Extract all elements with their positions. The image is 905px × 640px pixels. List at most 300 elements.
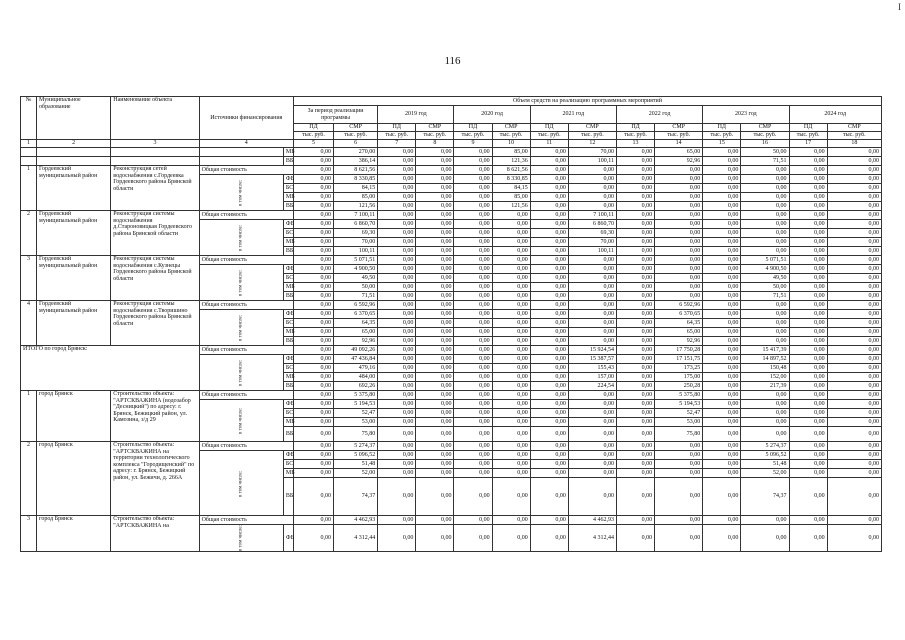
unit-label: тыс. руб. <box>378 132 416 140</box>
column-number: 13 <box>616 140 654 148</box>
value-cell: 0,00 <box>293 310 333 319</box>
value-cell: 0,00 <box>789 460 827 469</box>
value-cell: 0,00 <box>492 355 530 364</box>
value-cell: 52,00 <box>334 469 378 478</box>
value-cell: 0,00 <box>703 247 741 256</box>
value-cell: 0,00 <box>378 211 416 220</box>
value-cell: 0,00 <box>492 516 530 525</box>
value-cell: 0,00 <box>293 525 333 552</box>
value-cell: 0,00 <box>741 247 789 256</box>
value-cell: 0,00 <box>703 184 741 193</box>
value-cell: 70,00 <box>334 238 378 247</box>
value-cell: 0,00 <box>568 460 616 469</box>
value-cell: 0,00 <box>827 516 881 525</box>
value-cell: 0,00 <box>293 283 333 292</box>
value-cell: 0,00 <box>378 265 416 274</box>
value-cell: 0,00 <box>789 346 827 355</box>
value-cell: 5 194,53 <box>334 400 378 409</box>
value-cell: 0,00 <box>492 460 530 469</box>
value-cell: 0,00 <box>454 355 492 364</box>
value-cell: 0,00 <box>789 229 827 238</box>
value-cell: 0,00 <box>492 337 530 346</box>
value-cell: 0,00 <box>492 319 530 328</box>
value-cell: 0,00 <box>378 229 416 238</box>
value-cell: 0,00 <box>703 220 741 229</box>
value-cell: 0,00 <box>454 478 492 516</box>
value-cell: 0,00 <box>616 193 654 202</box>
value-cell: 0,00 <box>530 256 568 265</box>
value-cell: 0,00 <box>378 310 416 319</box>
value-cell: 0,00 <box>827 427 881 442</box>
value-cell: 0,00 <box>655 516 703 525</box>
value-cell: 0,00 <box>741 220 789 229</box>
value-cell: 0,00 <box>741 166 789 175</box>
value-cell: 0,00 <box>655 184 703 193</box>
value-cell: 71,51 <box>741 157 789 166</box>
value-cell: 0,00 <box>616 229 654 238</box>
value-cell: 0,00 <box>492 382 530 391</box>
value-cell: 51,48 <box>334 460 378 469</box>
value-cell: 4 462,93 <box>568 516 616 525</box>
value-cell: 0,00 <box>827 292 881 301</box>
value-cell: 0,00 <box>454 193 492 202</box>
value-cell: 175,00 <box>655 373 703 382</box>
value-cell: 0,00 <box>530 364 568 373</box>
source-name: ФБ <box>283 451 293 460</box>
object-name: Реконструкция системы водоснабжения с.Творишино Гордеевского района Брянской области <box>111 301 199 346</box>
source-name: БС <box>283 184 293 193</box>
value-cell: 51,48 <box>741 460 789 469</box>
value-cell: 0,00 <box>616 373 654 382</box>
value-cell: 0,00 <box>293 382 333 391</box>
value-cell: 84,15 <box>492 184 530 193</box>
value-cell: 0,00 <box>827 373 881 382</box>
value-cell: 155,43 <box>568 364 616 373</box>
value-cell: 0,00 <box>616 166 654 175</box>
source-name: ФБ <box>283 400 293 409</box>
column-number: 2 <box>37 140 111 148</box>
value-cell: 0,00 <box>293 478 333 516</box>
value-cell: 152,00 <box>741 373 789 382</box>
value-cell: 71,51 <box>334 292 378 301</box>
value-cell: 0,00 <box>454 274 492 283</box>
value-cell: 0,00 <box>454 427 492 442</box>
table-row <box>21 391 882 400</box>
object-name: Реконструкция системы водоснабжения д.Староновицкая Гордеевского района Брянской области <box>111 211 199 256</box>
value-cell: 100,11 <box>334 247 378 256</box>
value-cell: 0,00 <box>530 157 568 166</box>
source-name: ФБ <box>283 175 293 184</box>
value-cell: 121,56 <box>334 202 378 211</box>
value-cell: 0,00 <box>530 175 568 184</box>
value-cell: 0,00 <box>703 364 741 373</box>
value-cell: 0,00 <box>789 256 827 265</box>
value-cell: 0,00 <box>454 148 492 157</box>
pd-header: ПД <box>530 124 568 132</box>
source-name: Общая стоимость <box>199 301 293 310</box>
source-name: Общая стоимость <box>199 391 293 400</box>
value-cell: 0,00 <box>703 265 741 274</box>
unit-label: тыс. руб. <box>655 132 703 140</box>
value-cell: 0,00 <box>827 238 881 247</box>
value-cell: 0,00 <box>703 478 741 516</box>
value-cell: 0,00 <box>378 525 416 552</box>
value-cell: 0,00 <box>416 442 454 451</box>
value-cell: 65,00 <box>655 148 703 157</box>
value-cell: 5 375,80 <box>655 391 703 400</box>
value-cell: 0,00 <box>568 328 616 337</box>
value-cell: 0,00 <box>616 442 654 451</box>
value-cell: 0,00 <box>568 391 616 400</box>
value-cell: 0,00 <box>789 220 827 229</box>
value-cell: 0,00 <box>530 274 568 283</box>
value-cell: 5 274,37 <box>334 442 378 451</box>
value-cell: 0,00 <box>530 184 568 193</box>
value-cell: 0,00 <box>568 292 616 301</box>
value-cell: 0,00 <box>568 478 616 516</box>
value-cell: 0,00 <box>703 525 741 552</box>
value-cell: 0,00 <box>378 148 416 157</box>
value-cell: 0,00 <box>655 238 703 247</box>
value-cell: 0,00 <box>293 346 333 355</box>
value-cell: 0,00 <box>378 283 416 292</box>
source-name: МБ <box>283 283 293 292</box>
value-cell: 0,00 <box>789 355 827 364</box>
source-name: БС <box>283 409 293 418</box>
value-cell: 0,00 <box>530 337 568 346</box>
value-cell: 0,00 <box>530 355 568 364</box>
value-cell: 0,00 <box>530 451 568 460</box>
value-cell: 0,00 <box>655 211 703 220</box>
value-cell: 157,00 <box>568 373 616 382</box>
value-cell: 0,00 <box>827 283 881 292</box>
unit-label: тыс. руб. <box>530 132 568 140</box>
value-cell: 0,00 <box>530 400 568 409</box>
value-cell: 0,00 <box>827 148 881 157</box>
source-name: ВБ <box>283 337 293 346</box>
value-cell: 0,00 <box>616 409 654 418</box>
value-cell: 0,00 <box>741 229 789 238</box>
value-cell: 0,00 <box>492 283 530 292</box>
value-cell: 52,47 <box>334 409 378 418</box>
value-cell: 0,00 <box>616 184 654 193</box>
value-cell: 0,00 <box>827 460 881 469</box>
value-cell: 0,00 <box>616 265 654 274</box>
municipality-name: Гордеевский муниципальный район <box>37 256 111 301</box>
source-name: БС <box>283 274 293 283</box>
period-header: 2023 год <box>703 106 789 124</box>
value-cell: 0,00 <box>378 451 416 460</box>
value-cell: 5 194,53 <box>655 400 703 409</box>
value-cell: 0,00 <box>454 418 492 427</box>
value-cell: 0,00 <box>827 319 881 328</box>
value-cell: 0,00 <box>655 247 703 256</box>
value-cell: 0,00 <box>454 346 492 355</box>
source-name: ФБ <box>283 310 293 319</box>
municipality-name: Гордеевский муниципальный район <box>37 166 111 211</box>
value-cell: 0,00 <box>827 451 881 460</box>
value-cell: 49 092,26 <box>334 346 378 355</box>
value-cell: 15 387,57 <box>568 355 616 364</box>
value-cell: 0,00 <box>703 427 741 442</box>
value-cell: 85,00 <box>334 193 378 202</box>
municipality-name: Гордеевский муниципальный район <box>37 301 111 346</box>
value-cell: 74,37 <box>334 478 378 516</box>
value-cell: 121,56 <box>492 202 530 211</box>
value-cell: 0,00 <box>568 319 616 328</box>
value-cell: 0,00 <box>616 247 654 256</box>
value-cell: 0,00 <box>568 274 616 283</box>
value-cell: 0,00 <box>416 292 454 301</box>
value-cell: 0,00 <box>416 525 454 552</box>
value-cell: 0,00 <box>655 166 703 175</box>
value-cell: 0,00 <box>827 409 881 418</box>
vertical-label: в том числе: <box>199 355 283 391</box>
value-cell: 0,00 <box>416 337 454 346</box>
value-cell: 0,00 <box>530 346 568 355</box>
value-cell: 0,00 <box>454 175 492 184</box>
value-cell: 0,00 <box>655 229 703 238</box>
row-number: 1 <box>21 391 37 442</box>
value-cell: 0,00 <box>530 516 568 525</box>
value-cell: 0,00 <box>378 409 416 418</box>
value-cell: 0,00 <box>568 442 616 451</box>
value-cell: 0,00 <box>703 460 741 469</box>
table-body <box>21 148 882 552</box>
value-cell: 0,00 <box>827 346 881 355</box>
value-cell: 0,00 <box>789 166 827 175</box>
value-cell: 0,00 <box>789 337 827 346</box>
value-cell: 0,00 <box>568 469 616 478</box>
value-cell: 0,00 <box>454 166 492 175</box>
column-number: 11 <box>530 140 568 148</box>
value-cell: 0,00 <box>530 220 568 229</box>
value-cell: 0,00 <box>378 373 416 382</box>
value-cell: 0,00 <box>454 382 492 391</box>
smr-header: СМР <box>827 124 881 132</box>
empty-cell <box>21 148 37 157</box>
table-row <box>21 256 882 265</box>
value-cell: 0,00 <box>454 516 492 525</box>
value-cell: 0,00 <box>655 451 703 460</box>
value-cell: 0,00 <box>655 442 703 451</box>
municipality-name: Гордеевский муниципальный район <box>37 211 111 256</box>
value-cell: 0,00 <box>789 148 827 157</box>
value-cell: 0,00 <box>827 220 881 229</box>
value-cell: 0,00 <box>616 451 654 460</box>
value-cell: 0,00 <box>703 229 741 238</box>
value-cell: 0,00 <box>293 391 333 400</box>
edge-mark: I <box>898 2 901 12</box>
source-name: ФБ <box>283 265 293 274</box>
value-cell: 0,00 <box>789 238 827 247</box>
value-cell: 0,00 <box>416 355 454 364</box>
value-cell: 92,96 <box>655 157 703 166</box>
value-cell: 0,00 <box>616 292 654 301</box>
column-number: 17 <box>789 140 827 148</box>
value-cell: 0,00 <box>616 427 654 442</box>
pd-header: ПД <box>789 124 827 132</box>
value-cell: 0,00 <box>293 442 333 451</box>
value-cell: 0,00 <box>655 460 703 469</box>
value-cell: 0,00 <box>454 238 492 247</box>
value-cell: 0,00 <box>293 274 333 283</box>
value-cell: 0,00 <box>616 301 654 310</box>
value-cell: 0,00 <box>789 382 827 391</box>
col-object-header: Наименование объекта <box>111 97 199 140</box>
unit-label: тыс. руб. <box>492 132 530 140</box>
value-cell: 0,00 <box>703 337 741 346</box>
value-cell: 0,00 <box>827 265 881 274</box>
value-cell: 0,00 <box>789 516 827 525</box>
value-cell: 4 900,50 <box>334 265 378 274</box>
source-name: БС <box>283 364 293 373</box>
value-cell: 0,00 <box>530 211 568 220</box>
value-cell: 0,00 <box>616 256 654 265</box>
value-cell: 0,00 <box>293 400 333 409</box>
source-name: Общая стоимость <box>199 256 293 265</box>
table-row <box>21 166 882 175</box>
value-cell: 0,00 <box>378 301 416 310</box>
value-cell: 84,15 <box>334 184 378 193</box>
value-cell: 0,00 <box>416 382 454 391</box>
source-name: ВБ <box>283 478 293 516</box>
value-cell: 8 330,85 <box>492 175 530 184</box>
value-cell: 0,00 <box>789 283 827 292</box>
value-cell: 0,00 <box>827 211 881 220</box>
value-cell: 0,00 <box>378 166 416 175</box>
value-cell: 0,00 <box>378 391 416 400</box>
value-cell: 0,00 <box>416 148 454 157</box>
value-cell: 0,00 <box>378 328 416 337</box>
value-cell: 0,00 <box>530 373 568 382</box>
value-cell: 52,47 <box>655 409 703 418</box>
value-cell: 0,00 <box>616 220 654 229</box>
value-cell: 0,00 <box>703 409 741 418</box>
pd-header: ПД <box>703 124 741 132</box>
value-cell: 0,00 <box>789 442 827 451</box>
value-cell: 0,00 <box>789 373 827 382</box>
vertical-label: в том числе: <box>199 451 283 516</box>
value-cell: 14 897,52 <box>741 355 789 364</box>
value-cell: 6 860,70 <box>568 220 616 229</box>
value-cell: 0,00 <box>741 202 789 211</box>
value-cell: 0,00 <box>416 256 454 265</box>
value-cell: 0,00 <box>655 525 703 552</box>
vertical-label: в том числе: <box>199 265 283 301</box>
value-cell: 0,00 <box>293 193 333 202</box>
value-cell: 0,00 <box>416 478 454 516</box>
unit-label: тыс. руб. <box>741 132 789 140</box>
value-cell: 17 750,28 <box>655 346 703 355</box>
value-cell: 0,00 <box>789 265 827 274</box>
value-cell: 0,00 <box>568 256 616 265</box>
source-name: МБ <box>283 469 293 478</box>
value-cell: 0,00 <box>416 211 454 220</box>
value-cell: 0,00 <box>741 516 789 525</box>
value-cell: 173,25 <box>655 364 703 373</box>
value-cell: 0,00 <box>703 469 741 478</box>
value-cell: 0,00 <box>789 409 827 418</box>
unit-label: тыс. руб. <box>293 132 333 140</box>
value-cell: 0,00 <box>492 229 530 238</box>
unit-label: тыс. руб. <box>789 132 827 140</box>
value-cell: 0,00 <box>454 265 492 274</box>
value-cell: 0,00 <box>827 382 881 391</box>
value-cell: 0,00 <box>293 418 333 427</box>
value-cell: 0,00 <box>616 516 654 525</box>
value-cell: 0,00 <box>454 292 492 301</box>
value-cell: 74,37 <box>741 478 789 516</box>
value-cell: 0,00 <box>789 525 827 552</box>
value-cell: 6 370,65 <box>334 310 378 319</box>
value-cell: 0,00 <box>492 238 530 247</box>
value-cell: 0,00 <box>416 328 454 337</box>
value-cell: 0,00 <box>827 337 881 346</box>
table-row <box>21 157 882 166</box>
value-cell: 0,00 <box>378 193 416 202</box>
value-cell: 0,00 <box>789 469 827 478</box>
value-cell: 0,00 <box>616 337 654 346</box>
value-cell: 65,00 <box>334 328 378 337</box>
column-number: 6 <box>334 140 378 148</box>
value-cell: 0,00 <box>492 265 530 274</box>
value-cell: 250,28 <box>655 382 703 391</box>
table-row <box>21 301 882 310</box>
value-cell: 5 274,37 <box>741 442 789 451</box>
value-cell: 52,00 <box>741 469 789 478</box>
empty-cell <box>37 157 111 166</box>
value-cell: 0,00 <box>827 274 881 283</box>
value-cell: 0,00 <box>616 274 654 283</box>
value-cell: 0,00 <box>492 469 530 478</box>
source-name: Общая стоимость <box>199 346 293 355</box>
value-cell: 0,00 <box>827 442 881 451</box>
value-cell: 0,00 <box>293 469 333 478</box>
value-cell: 0,00 <box>378 427 416 442</box>
column-number: 10 <box>492 140 530 148</box>
value-cell: 0,00 <box>741 427 789 442</box>
value-cell: 0,00 <box>741 184 789 193</box>
value-cell: 0,00 <box>293 328 333 337</box>
value-cell: 386,14 <box>334 157 378 166</box>
value-cell: 0,00 <box>416 184 454 193</box>
value-cell: 4 900,50 <box>741 265 789 274</box>
value-cell: 0,00 <box>616 283 654 292</box>
value-cell: 0,00 <box>616 391 654 400</box>
value-cell: 0,00 <box>741 301 789 310</box>
value-cell: 0,00 <box>416 247 454 256</box>
column-number: 14 <box>655 140 703 148</box>
value-cell: 0,00 <box>378 220 416 229</box>
table-row <box>21 442 882 451</box>
unit-label: тыс. руб. <box>334 132 378 140</box>
value-cell: 0,00 <box>293 409 333 418</box>
value-cell: 0,00 <box>378 364 416 373</box>
value-cell: 0,00 <box>616 310 654 319</box>
value-cell: 0,00 <box>378 184 416 193</box>
value-cell: 0,00 <box>616 525 654 552</box>
value-cell: 0,00 <box>827 157 881 166</box>
row-number: 3 <box>21 516 37 552</box>
value-cell: 0,00 <box>741 175 789 184</box>
value-cell: 0,00 <box>416 283 454 292</box>
value-cell: 0,00 <box>293 319 333 328</box>
value-cell: 0,00 <box>492 442 530 451</box>
value-cell: 0,00 <box>703 310 741 319</box>
value-cell: 0,00 <box>416 400 454 409</box>
value-cell: 0,00 <box>703 382 741 391</box>
